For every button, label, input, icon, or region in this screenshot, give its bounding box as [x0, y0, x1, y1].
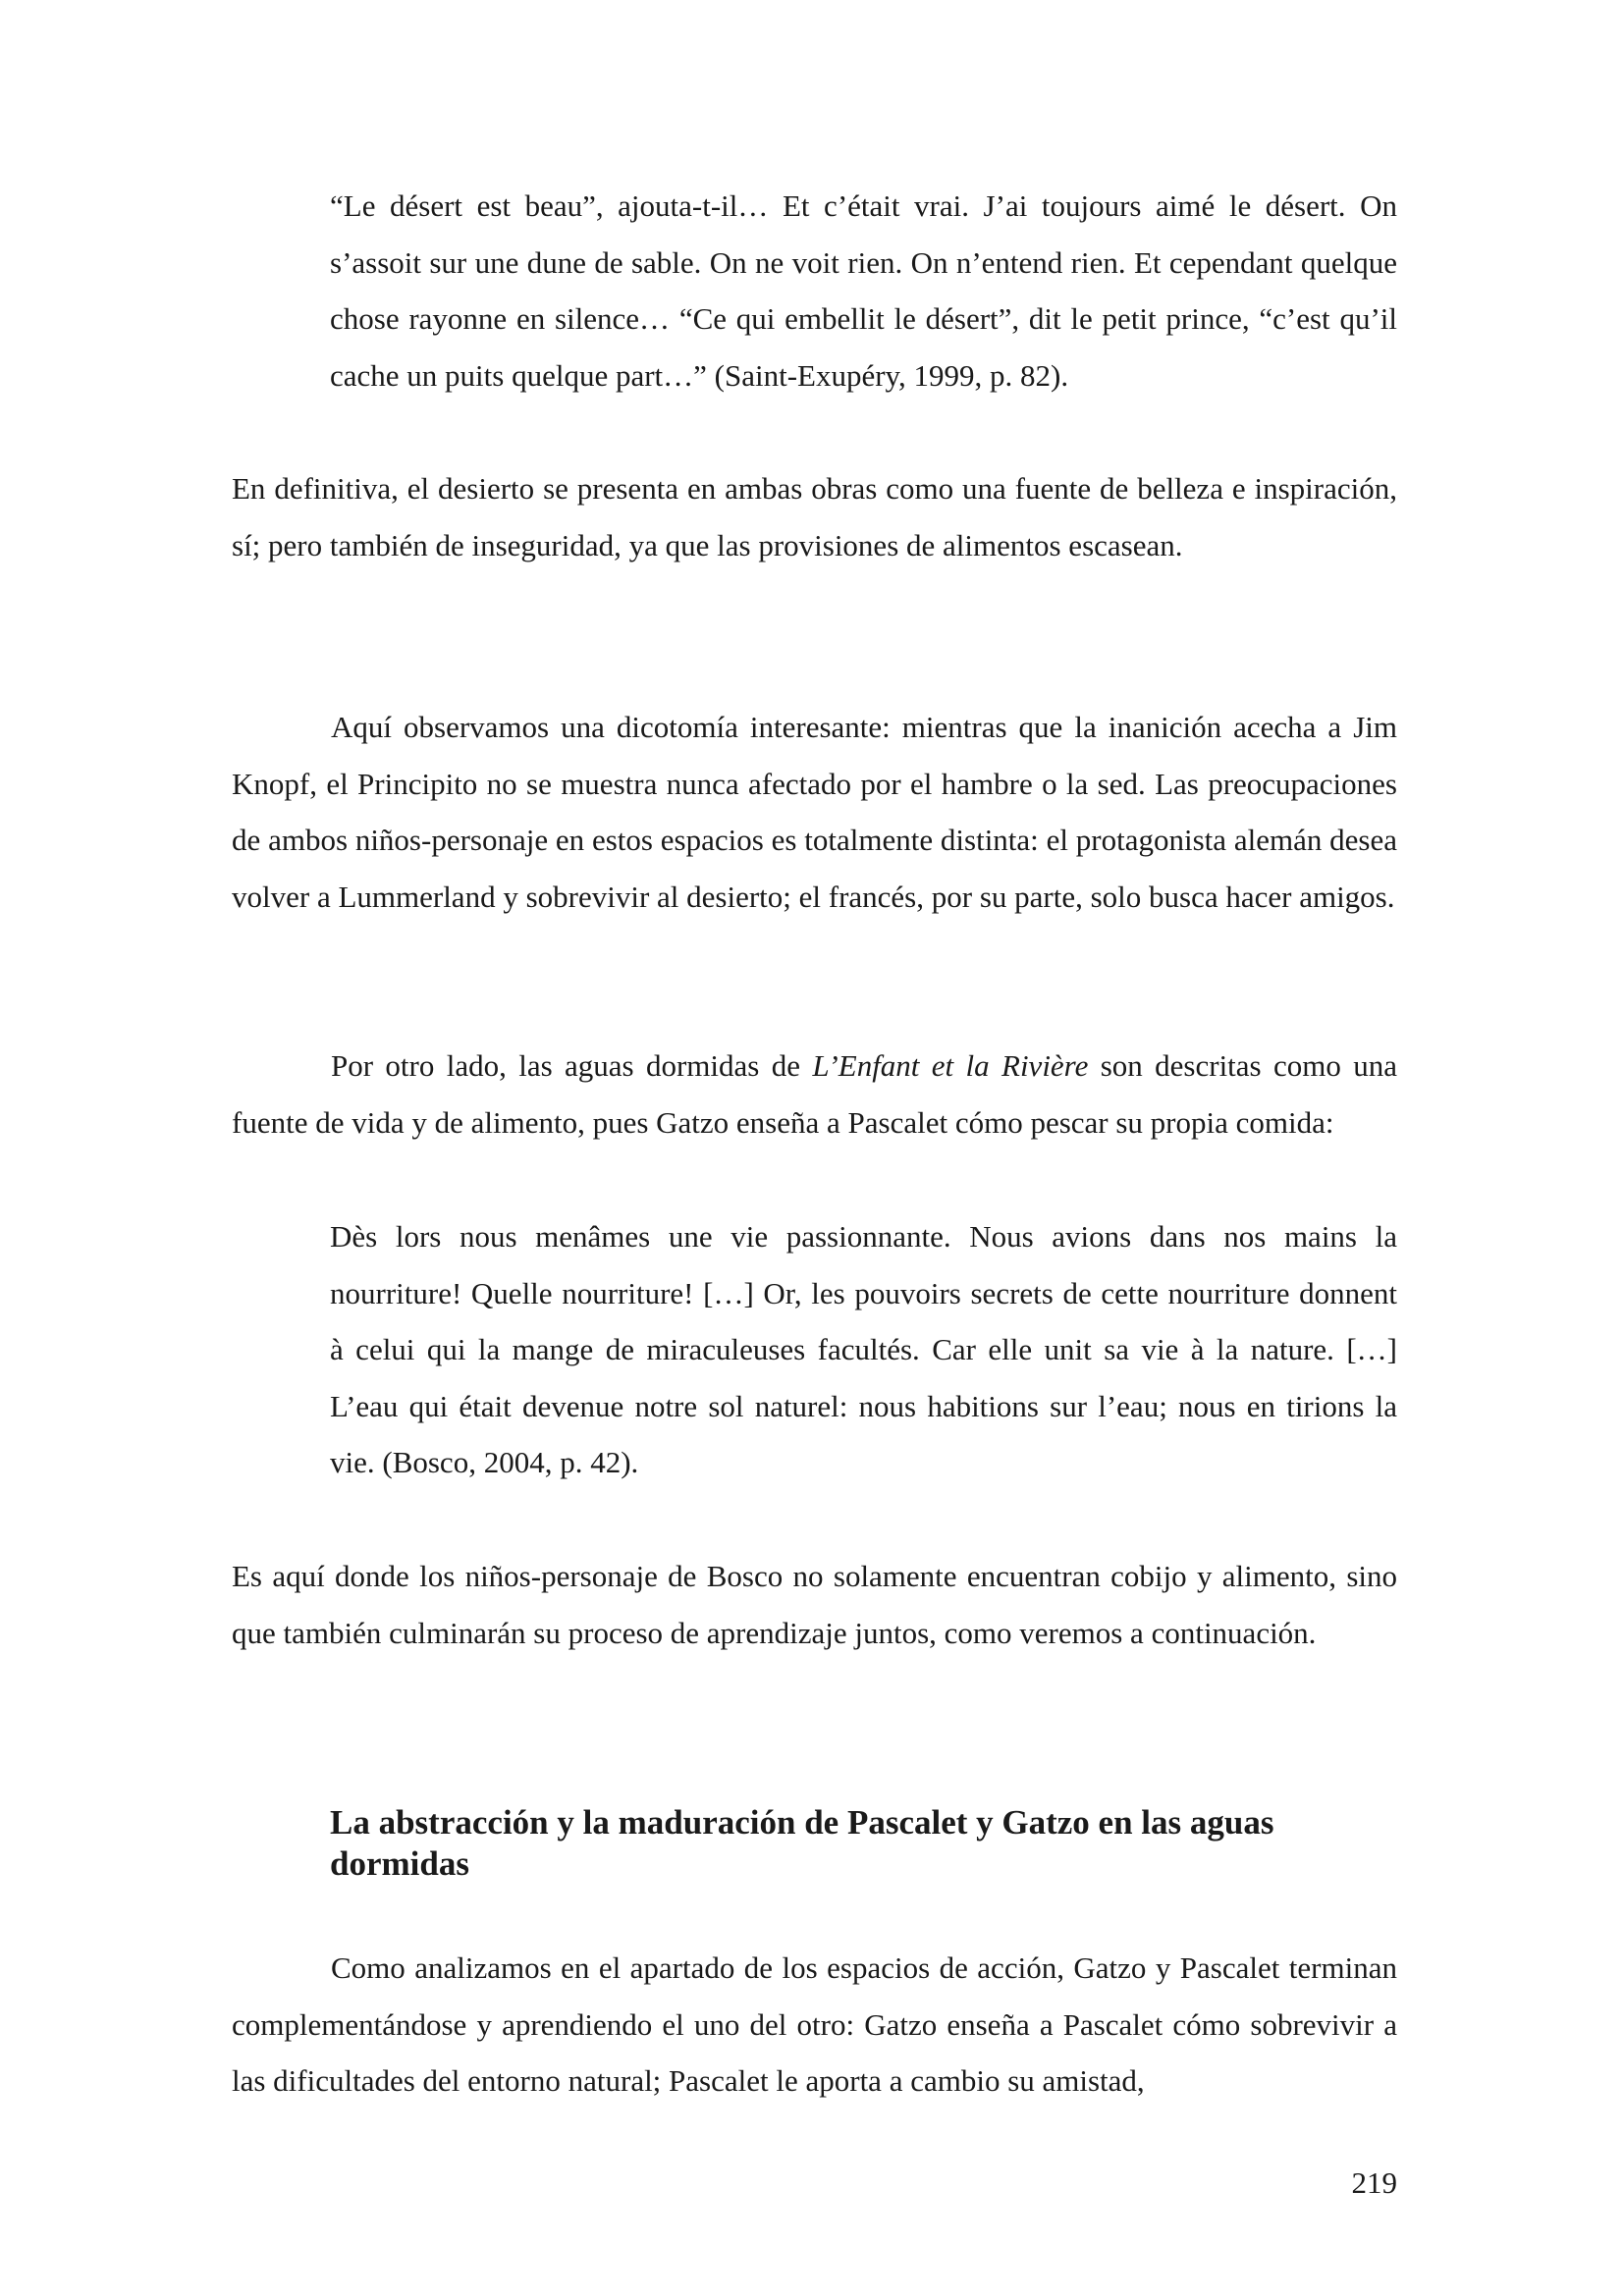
book-title-enfant-riviere: L’Enfant et la Rivière — [812, 1048, 1089, 1083]
paragraph-action-spaces: Como analizamos en el apartado de los espacios de acción, Gatzo y Pascalet terminan complementándose y aprendiendo el uno del otro: Gatzo enseña a Pascalet cómo sobrevivir a las dificultades del entorno natural; Pascalet le aporta a cambio su amistad, — [232, 1950, 1397, 2098]
block-quote-desert: “Le désert est beau”, ajouta-t-il… Et c’était vrai. J’ai toujours aimé le désert. On s’assoit sur une dune de sable. On ne voit rien. On n’entend rien. Et cependant quelque chose rayonne en silence… “Ce qui embellit le désert”, dit le petit prince, “c’est qu’il cache un puits quelque part…” (Saint-Exupéry, 1999, p. 82). — [330, 188, 1397, 393]
paragraph-still-waters — [232, 1038, 1397, 1150]
paragraph-still-waters-before: Por otro lado, las aguas dormidas de — [331, 1048, 813, 1083]
paragraph-desert-summary: En definitiva, el desierto se presenta en ambas obras como una fuente de belleza e inspiración, sí; pero también de inseguridad, ya que las provisiones de alimentos escasean. — [232, 471, 1397, 562]
block-quote-river: Dès lors nous menâmes une vie passionnante. Nous avions dans nos mains la nourriture! Quelle nourriture! […] Or, les pouvoirs secrets de cette nourriture donnent à celui qui la mange de miraculeuses facultés. Car elle unit sa vie à la nature. […] L’eau qui était devenue notre sol naturel: nous habitions sur l’eau; nous en tirions la vie. (Bosco, 2004, p. 42). — [330, 1219, 1397, 1479]
page-number: 219 — [1351, 2165, 1397, 2200]
paragraph-bosco-children: Es aquí donde los niños-personaje de Bosco no solamente encuentran cobijo y alimento, sino que también culminarán su proceso de aprendizaje juntos, como veremos a continuación. — [232, 1559, 1397, 1650]
paragraph-dichotomy: Aquí observamos una dicotomía interesante: mientras que la inanición acecha a Jim Knopf, el Principito no se muestra nunca afectado por el hambre o la sed. Las preocupaciones de ambos niños-personaje en estos espacios es totalmente distinta: el protagonista alemán desea volver a Lummerland y sobrevivir al desierto; el francés, por su parte, solo busca hacer amigos. — [232, 710, 1397, 914]
paragraph-still-waters-after: son descritas como una fuente de vida y de alimento, pues Gatzo enseña a Pascalet cómo pescar su propia comida: — [232, 1048, 1397, 1140]
section-heading: La abstracción y la maduración de Pascalet y Gatzo en las aguas dormidas — [330, 1803, 1274, 1883]
